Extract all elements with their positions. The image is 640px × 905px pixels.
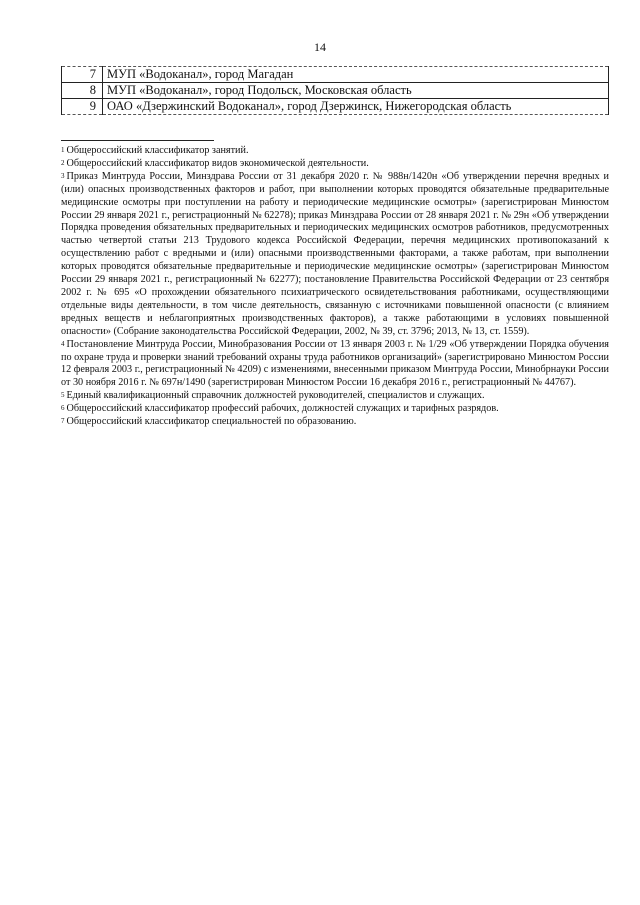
row-number: 7 bbox=[62, 67, 103, 83]
row-number: 9 bbox=[62, 99, 103, 115]
organization-name: МУП «Водоканал», город Магадан bbox=[103, 67, 609, 83]
footnote-marker: 3 bbox=[61, 171, 65, 180]
table-row bbox=[62, 83, 609, 99]
footnote-7 bbox=[61, 416, 609, 429]
footnote-marker: 6 bbox=[61, 404, 65, 413]
row-number: 8 bbox=[62, 83, 103, 99]
page-number: 14 bbox=[314, 40, 326, 54]
organization-name: ОАО «Дзержинский Водоканал», город Дзержинск, Нижегородская область bbox=[103, 99, 609, 115]
footnote-1 bbox=[61, 145, 609, 158]
footnotes bbox=[61, 145, 609, 429]
footnote-text: Постановление Минтруда России, Минобразования России от 13 января 2003 г. № 1/29 «Об утверждении Порядка обучения по охране труда и проверки знаний требований охраны труда работников организаций» (зарегистрировано Минюстом России 12 февраля 2003 г., регистрационный № 4209) с изменениями, внесенными приказом Минтруда России, Минобрнауки России от 30 ноября 2016 г. № 697н/1490 (зарегистрирован Минюстом России 16 декабря 2016 г., регистрационный № 44767). bbox=[61, 338, 609, 389]
footnote-text: Общероссийский классификатор занятий. bbox=[66, 145, 249, 156]
footnote-text: Общероссийский классификатор видов экономической деятельности. bbox=[66, 157, 369, 169]
footnote-3 bbox=[61, 171, 609, 339]
footnote-marker: 4 bbox=[61, 339, 65, 348]
footnote-text: Приказ Минтруда России, Минздрава России от 31 декабря 2020 г. № 988н/1420н «Об утверждении перечня вредных и (или) опасных производственных факторов и работ, при выполнении которых проводятся обязательные предварительные медицинские осмотры при поступлении на работу и периодические медицинские осмотры» (зарегистрирован Минюстом России 29 января 2021 г., регистрационный № 62278); приказ Минздрава России от 28 января 2021 г. № 29н «Об утверждении Порядка проведения обязательных предварительных и периодических медицинских осмотров работников, предусмотренных частью четвертой статьи 213 Трудового кодекса Российской Федерации, перечня медицинских противопоказаний к осуществлению работ с вредными и (или) опасными производственными факторами, а также работам, при выполнении которых проводятся обязательные предварительные и периодические медицинские осмотры» (зарегистрирован Минюстом России 29 января 2021 г., регистрационный № 62277); постановление Правительства Российской Федерации от 23 сентября 2002 г. № 695 «О прохождении обязательного психиатрического освидетельствования работниками, осуществляющими отдельные виды деятельности, в том числе деятельность, связанную с источниками повышенной опасности (с влиянием вредных веществ и неблагоприятных производственных факторов), а также работающими в условиях повышенной опасности» (Собрание законодательства Российской Федерации, 2002, № 39, ст. 3796; 2013, № 13, ст. 1559). bbox=[61, 170, 609, 337]
footnote-marker: 5 bbox=[61, 391, 65, 400]
footnote-marker: 2 bbox=[61, 158, 65, 167]
footnote-text: Единый квалификационный справочник должностей руководителей, специалистов и служащих. bbox=[66, 390, 485, 402]
footnote-marker: 7 bbox=[61, 417, 65, 426]
footnote-6 bbox=[61, 403, 609, 416]
footnote-text: Общероссийский классификатор профессий рабочих, должностей служащих и тарифных разрядов. bbox=[66, 403, 499, 415]
footnote-marker: 1 bbox=[61, 146, 65, 154]
organization-name: МУП «Водоканал», город Подольск, Московская область bbox=[103, 83, 609, 99]
footnote-separator bbox=[61, 140, 214, 141]
footnote-4 bbox=[61, 339, 609, 391]
footnote-2 bbox=[61, 158, 609, 171]
organizations-table bbox=[61, 66, 609, 115]
table-row bbox=[62, 67, 609, 83]
table-row bbox=[62, 99, 609, 115]
footnote-5 bbox=[61, 390, 609, 403]
footnote-text: Общероссийский классификатор специальностей по образованию. bbox=[66, 416, 357, 428]
